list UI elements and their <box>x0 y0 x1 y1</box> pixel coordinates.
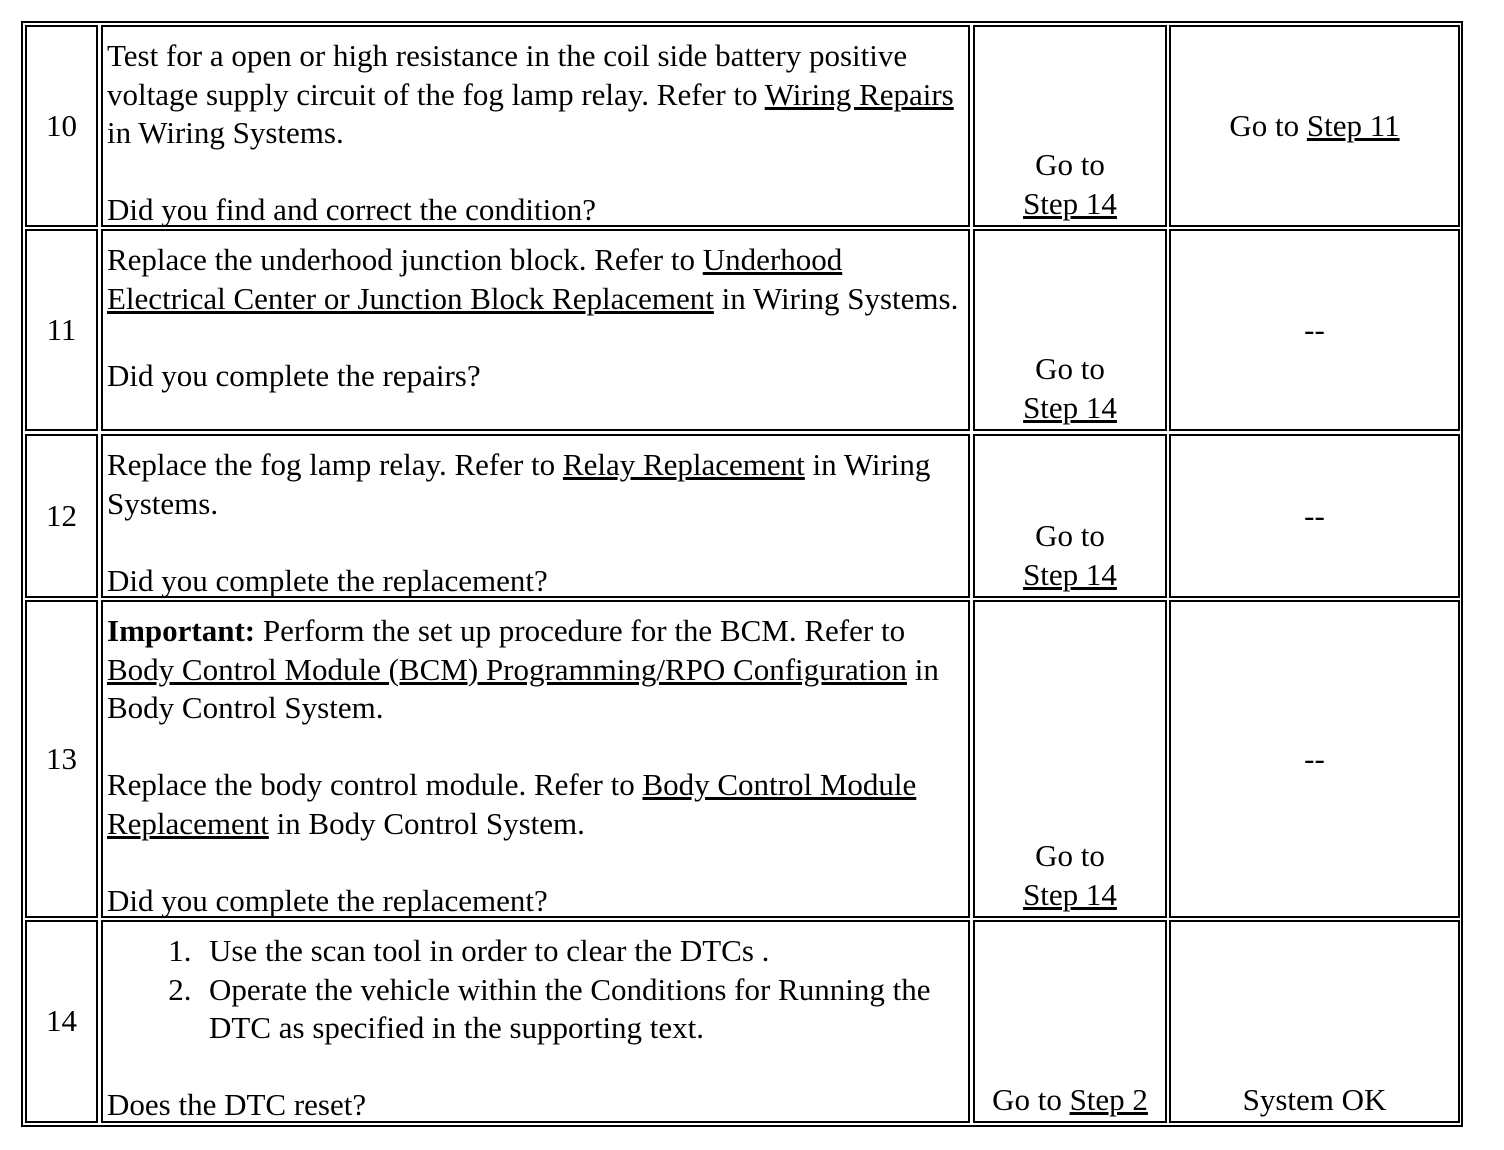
no-cell: Go to Step 11 <box>1169 25 1460 227</box>
go-to-step-14-link[interactable]: Step 14 <box>1023 185 1117 221</box>
system-ok-text: System OK <box>1242 1081 1387 1117</box>
go-to-step-14-link[interactable]: Step 14 <box>1023 389 1117 425</box>
question-text: Did you complete the replacement? <box>107 562 548 598</box>
relay-replacement-link[interactable]: Relay Replacement <box>562 447 805 482</box>
step-number-cell <box>25 229 98 431</box>
go-to-step-2-link[interactable]: Step 2 <box>1069 1081 1148 1117</box>
question-text: Does the DTC reset? <box>107 1087 367 1122</box>
action-text: Replace the fog lamp relay. Refer to Relay Replacement in Wiring Systems. <box>107 447 931 521</box>
yes-cell: Go to Step 14 <box>973 434 1167 598</box>
question-text: Did you find and correct the condition? <box>107 192 596 227</box>
step-action-cell <box>101 25 970 227</box>
step-number-cell <box>25 600 98 918</box>
yes-cell: Go to Step 14 <box>973 229 1167 431</box>
wiring-repairs-link[interactable]: Wiring Repairs <box>764 76 954 112</box>
go-to-step-11-link[interactable]: Step 11 <box>1306 107 1400 143</box>
yes-cell: Go to Step 14 <box>973 600 1167 918</box>
bcm-programming-link[interactable]: Body Control Module (BCM) Programming/RPO Configuration <box>107 651 907 687</box>
list-item: 1. Use the scan tool in order to clear the DTCs . <box>207 932 968 971</box>
yes-cell: Go to Step 14 <box>973 25 1167 227</box>
no-cell <box>1169 920 1460 1123</box>
step-action-cell <box>101 600 970 918</box>
step-number-cell <box>25 434 98 598</box>
step-number-cell <box>25 25 98 227</box>
no-cell: -- <box>1169 600 1460 918</box>
step-action-cell <box>101 434 970 598</box>
step-number: 14 <box>46 1003 77 1039</box>
action-text: Test for a open or high resistance in the coil side battery positive voltage supply circuit of the fog lamp relay. Refer to Wiring Repairs in Wiring Systems. <box>107 38 954 150</box>
step-action-cell <box>101 920 970 1123</box>
list-item: 2. Operate the vehicle within the Conditions for Running the DTC as specified in the supporting text. <box>207 971 968 1048</box>
step-number: 11 <box>46 311 77 347</box>
action-text: Replace the underhood junction block. Refer to Underhood Electrical Center or Junction Block Replacement in Wiring Systems. <box>107 242 959 316</box>
no-cell: -- <box>1169 434 1460 598</box>
important-note: Important: Perform the set up procedure for the BCM. Refer to Body Control Module (BCM) Programming/RPO Configuration in Body Control System. <box>107 613 939 725</box>
bcm-replacement-link[interactable]: Body Control Module Replacement <box>107 767 917 841</box>
step-number-cell <box>25 920 98 1123</box>
step-action-cell <box>101 229 970 431</box>
step-number: 12 <box>46 497 77 533</box>
action-text: Replace the body control module. Refer to Body Control Module Replacement in Body Control System. <box>107 767 917 841</box>
go-to-step-14-link[interactable]: Step 14 <box>1023 556 1117 592</box>
no-cell: -- <box>1169 229 1460 431</box>
question-text: Did you complete the repairs? <box>107 357 481 393</box>
yes-cell: Go to Step 2 <box>973 920 1167 1123</box>
junction-block-replacement-link[interactable]: Underhood Electrical Center or Junction Block Replacement <box>107 242 843 316</box>
question-text: Did you complete the replacement? <box>107 882 548 918</box>
go-to-step-14-link[interactable]: Step 14 <box>1023 876 1117 912</box>
step-number: 10 <box>46 107 77 143</box>
procedure-list <box>107 932 968 1048</box>
step-number: 13 <box>46 740 77 776</box>
